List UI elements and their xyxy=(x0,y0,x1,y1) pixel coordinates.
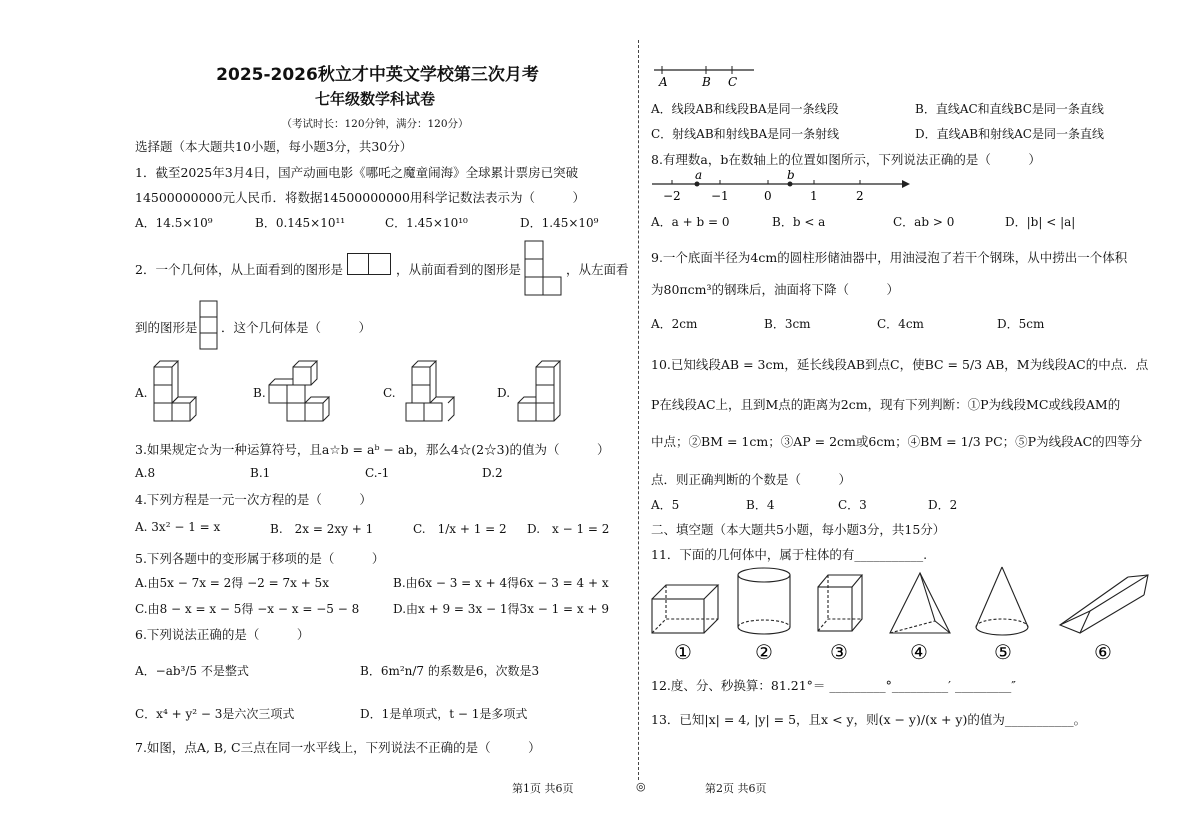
q10-line2: P在线段AC上，且到M点的距离为2cm，现有下列判断：①P为线段MC或线段AM的 xyxy=(651,397,1121,412)
q6-option-a[interactable]: A．−ab³/5 不是整式 xyxy=(135,664,249,678)
q7-text: 7.如图，点A, B, C三点在同一水平线上，下列说法不正确的是（ ） xyxy=(135,740,541,755)
q2-option-c[interactable]: C. xyxy=(383,386,396,400)
q10-option-c[interactable]: C．3 xyxy=(838,498,867,512)
point-b-label: b xyxy=(787,168,795,182)
footer-center-mark: ◎ xyxy=(636,780,646,793)
q2-top-view xyxy=(347,253,391,275)
q9-option-b[interactable]: B．3cm xyxy=(764,317,811,331)
q11-solids xyxy=(650,565,1150,665)
tick-neg2: −2 xyxy=(663,189,681,203)
q9-option-d[interactable]: D．5cm xyxy=(997,317,1045,331)
section-2-heading: 二、填空题（本大题共5小题，每小题3分，共15分） xyxy=(651,522,946,537)
q2-option-d[interactable]: D. xyxy=(497,386,511,400)
q2-left-view xyxy=(199,300,219,350)
q8-option-d[interactable]: D．|b| < |a| xyxy=(1005,215,1076,229)
q4-text: 4.下列方程是一元一次方程的是（ ） xyxy=(135,492,372,507)
tick-1: 1 xyxy=(810,189,818,203)
q9-line1: 9.一个底面半径为4cm的圆柱形储油器中，用油浸泡了若干个钢珠，从中捞出一个体积 xyxy=(651,250,1128,265)
q4-option-c[interactable]: C. 1/x + 1 = 2 xyxy=(413,522,507,536)
tick-2: 2 xyxy=(856,189,864,203)
solid-label-6: ⑥ xyxy=(1094,640,1112,664)
label-c: C xyxy=(728,75,738,88)
q2-text-b: ，从前面看到的图形是 xyxy=(396,262,522,277)
q9-option-a[interactable]: A．2cm xyxy=(651,317,698,331)
solid-label-4: ④ xyxy=(910,640,928,664)
q3-option-d[interactable]: D.2 xyxy=(482,466,503,480)
q2-text-a: 2．一个几何体，从上面看到的图形是 xyxy=(135,262,343,277)
q9-line2: 为80πcm³的钢珠后，油面将下降（ ） xyxy=(651,282,899,297)
q1-line2: 14500000000元人民币．将数据14500000000用科学记数法表示为（ ） xyxy=(135,190,585,205)
q3-text: 3.如果规定☆为一种运算符号，且a☆b = aᵇ − ab，那么4☆(2☆3)的值为（ ） xyxy=(135,442,610,457)
q3-option-c[interactable]: C.-1 xyxy=(365,466,390,480)
q3-option-b[interactable]: B.1 xyxy=(250,466,271,480)
q6-option-c[interactable]: C．x⁴ + y² − 3是六次三项式 xyxy=(135,707,295,721)
footer-page-right: 第2页 共6页 xyxy=(705,782,767,795)
page-divider xyxy=(638,40,639,780)
q2-line2b: ．这个几何体是（ ） xyxy=(221,320,372,335)
label-b: B xyxy=(702,75,711,88)
q7-figure xyxy=(650,64,760,88)
solid-label-1: ① xyxy=(674,640,692,664)
q1-option-b[interactable]: B．0.145×10¹¹ xyxy=(255,216,346,230)
solid-label-2: ② xyxy=(755,640,773,664)
q10-line3: 中点；②BM = 1cm；③AP = 2cm或6cm；④BM = 1/3 PC；⑤P为线段AC的四等分 xyxy=(651,434,1143,449)
q4-option-a[interactable]: A. 3x² − 1 = x xyxy=(135,520,221,534)
q2-figure-b xyxy=(265,355,345,425)
q1-option-a[interactable]: A．14.5×10⁹ xyxy=(135,216,213,230)
q7-option-d[interactable]: D．直线AB和射线AC是同一条直线 xyxy=(915,127,1104,141)
exam-subtitle: 七年级数学科试卷 xyxy=(314,90,435,108)
q5-option-a[interactable]: A.由5x − 7x = 2得 −2 = 7x + 5x xyxy=(135,576,329,590)
tick-neg1: −1 xyxy=(711,189,729,203)
q8-option-c[interactable]: C．ab > 0 xyxy=(893,215,955,229)
q2-figure-a xyxy=(150,355,210,425)
q5-option-d[interactable]: D.由x + 9 = 3x − 1得3x − 1 = x + 9 xyxy=(393,602,609,616)
q10-line4: 点．则正确判断的个数是（ ） xyxy=(651,472,852,487)
label-a: A xyxy=(659,75,668,88)
footer-page-left: 第1页 共6页 xyxy=(512,782,574,795)
q2-option-b[interactable]: B. xyxy=(253,386,266,400)
number-line xyxy=(650,168,910,204)
q10-option-b[interactable]: B．4 xyxy=(746,498,775,512)
q6-option-d[interactable]: D．1是单项式，t − 1是多项式 xyxy=(360,707,528,721)
q3-option-a[interactable]: A.8 xyxy=(135,466,156,480)
q2-figure-c xyxy=(398,355,468,425)
q2-line2a: 到的图形是 xyxy=(135,320,198,335)
q1-line1: 1．截至2025年3月4日，国产动画电影《哪吒之魔童闹海》全球累计票房已突破 xyxy=(135,165,579,180)
q12-text: 12.度、分、秒换算：81.21°＝ _________°_________′ _________″ xyxy=(651,678,1016,693)
q4-option-b[interactable]: B. 2x = 2xy + 1 xyxy=(270,522,374,536)
q2-option-a[interactable]: A. xyxy=(135,386,148,400)
q7-option-b[interactable]: B．直线AC和直线BC是同一条直线 xyxy=(915,102,1104,116)
q7-option-a[interactable]: A．线段AB和线段BA是同一条线段 xyxy=(651,102,839,116)
q1-option-d[interactable]: D．1.45×10⁹ xyxy=(520,216,599,230)
solid-label-5: ⑤ xyxy=(994,640,1012,664)
q4-option-d[interactable]: D. x − 1 = 2 xyxy=(527,522,610,536)
q2-front-view xyxy=(524,240,564,296)
q8-option-b[interactable]: B．b < a xyxy=(772,215,826,229)
q1-option-c[interactable]: C．1.45×10¹⁰ xyxy=(385,216,468,230)
q6-text: 6.下列说法正确的是（ ） xyxy=(135,627,310,642)
q5-option-b[interactable]: B.由6x − 3 = x + 4得6x − 3 = 4 + x xyxy=(393,576,609,590)
exam-title: 2025-2026秋立才中英文学校第三次月考 xyxy=(216,65,539,85)
solid-label-3: ③ xyxy=(830,640,848,664)
q8-text: 8.有理数a，b在数轴上的位置如图所示，下列说法正确的是（ ） xyxy=(651,152,1041,167)
q8-option-a[interactable]: A．a + b = 0 xyxy=(651,215,730,229)
q5-option-c[interactable]: C.由8 − x = x − 5得 −x − x = −5 − 8 xyxy=(135,602,360,616)
point-a-label: a xyxy=(695,168,703,182)
q7-option-c[interactable]: C．射线AB和射线BA是同一条射线 xyxy=(651,127,840,141)
exam-info: （考试时长：120分钟，满分：120分） xyxy=(281,118,469,130)
q2-text-c: ，从左面看 xyxy=(566,262,629,277)
q10-line1: 10.已知线段AB = 3cm，延长线段AB到点C，使BC = 5/3 AB，M为线段AC的中点．点 xyxy=(651,357,1149,372)
q9-option-c[interactable]: C．4cm xyxy=(877,317,924,331)
q10-option-d[interactable]: D．2 xyxy=(928,498,958,512)
q10-option-a[interactable]: A．5 xyxy=(651,498,680,512)
q2-figure-d xyxy=(514,355,574,425)
section-1-heading: 选择题（本大题共10小题，每小题3分，共30分） xyxy=(135,139,413,154)
q6-option-b[interactable]: B．6m²n/7 的系数是6，次数是3 xyxy=(360,664,540,678)
q13-text: 13．已知|x| = 4, |y| = 5，且x < y，则(x − y)/(x + y)的值为___________。 xyxy=(651,712,1087,727)
q5-text: 5.下列各题中的变形属于移项的是（ ） xyxy=(135,551,385,566)
tick-0: 0 xyxy=(764,189,772,203)
q11-text: 11．下面的几何体中，属于柱体的有___________. xyxy=(651,547,928,562)
